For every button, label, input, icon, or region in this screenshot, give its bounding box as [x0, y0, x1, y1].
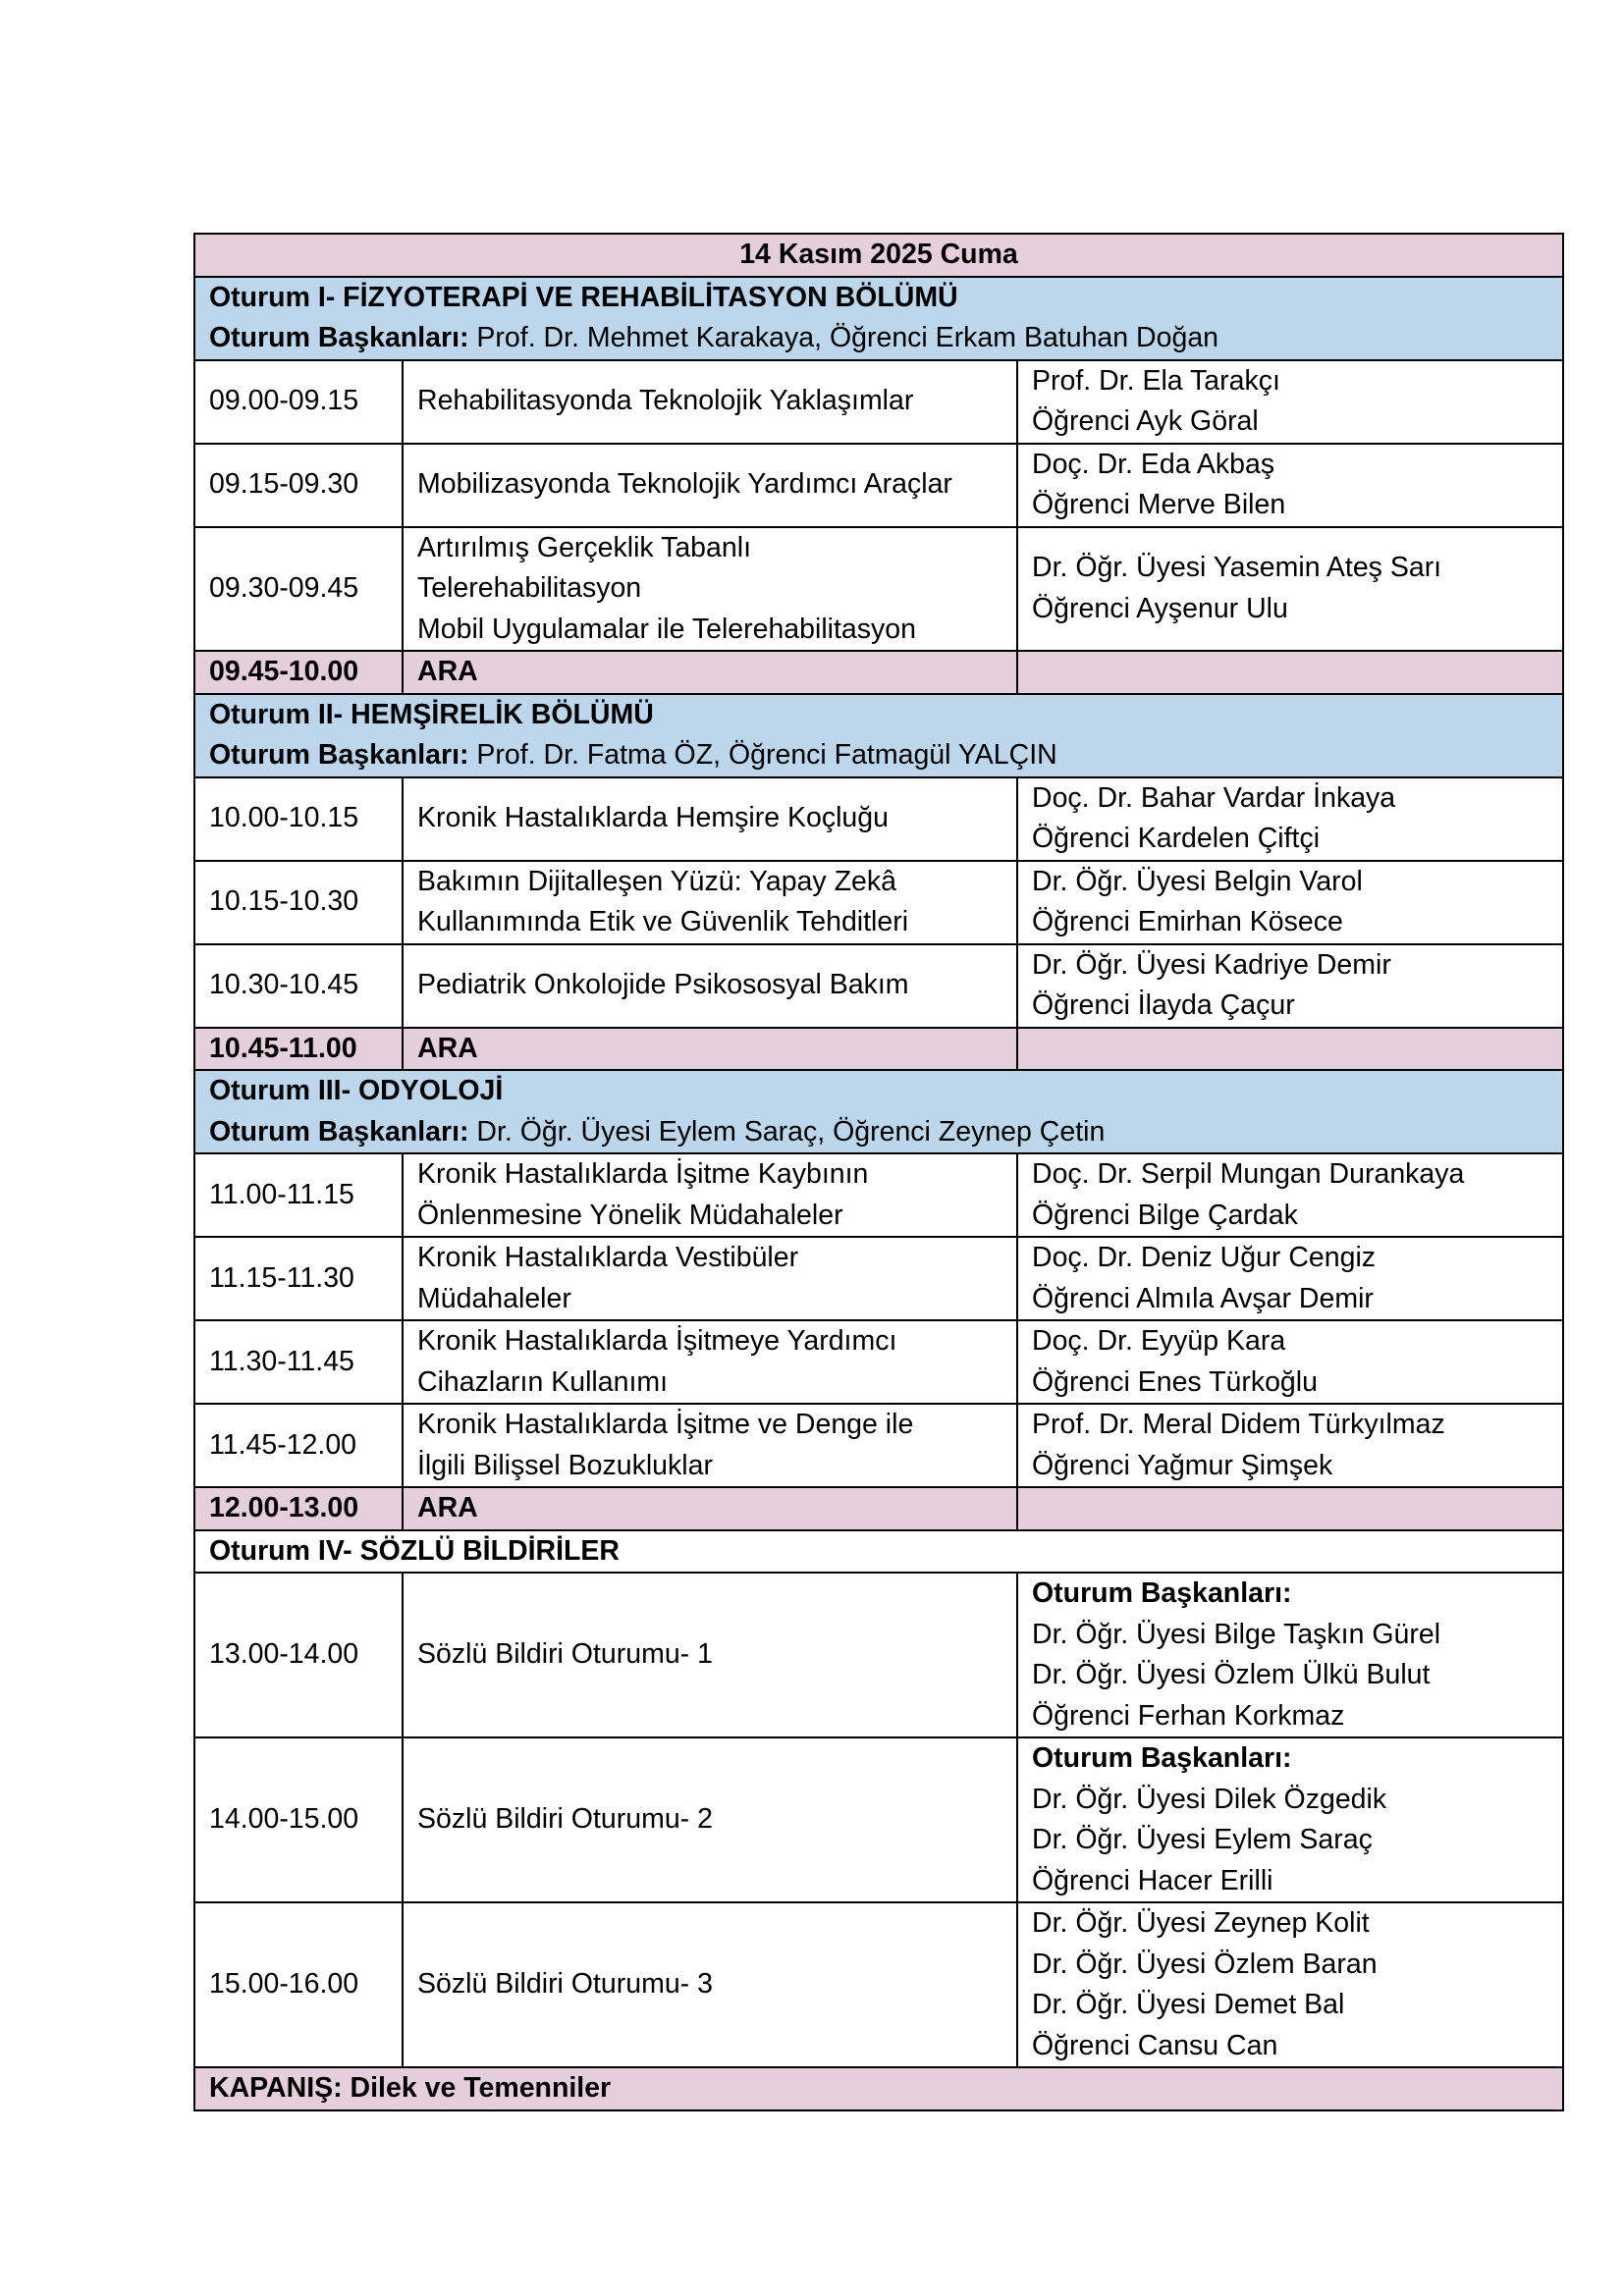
oral-speakers: Dr. Öğr. Üyesi Zeynep Kolit Dr. Öğr. Üyesi Özlem Baran Dr. Öğr. Üyesi Demet Bal Öğrenci Cansu Can [1017, 1902, 1563, 2067]
program-table [193, 233, 1564, 2111]
oral-row [194, 1737, 1563, 1902]
talk-speakers: Prof. Dr. Ela Tarakçı Öğrenci Ayk Göral [1017, 360, 1563, 444]
talk-row [194, 527, 1563, 652]
talk-row [194, 444, 1563, 527]
break-empty-cell [1017, 651, 1563, 694]
talk-time: 09.00-09.15 [194, 360, 403, 444]
talk-time: 11.45-12.00 [194, 1404, 403, 1487]
oral-row [194, 1573, 1563, 1737]
talk-speakers: Prof. Dr. Meral Didem Türkyılmaz Öğrenci Yağmur Şimşek [1017, 1404, 1563, 1487]
session-title: Oturum III- ODYOLOJİ [209, 1075, 504, 1106]
session-chairs: Dr. Öğr. Üyesi Eylem Saraç, Öğrenci Zeynep Çetin [476, 1115, 1106, 1148]
closing-row [194, 2067, 1563, 2110]
break-label: ARA [403, 1487, 1017, 1530]
talk-time: 09.15-09.30 [194, 444, 403, 527]
talk-time: 10.00-10.15 [194, 777, 403, 861]
talk-speakers: Dr. Öğr. Üyesi Belgin Varol Öğrenci Emirhan Kösece [1017, 861, 1563, 944]
oral-time: 14.00-15.00 [194, 1737, 403, 1902]
oral-speakers: Oturum Başkanları: Dr. Öğr. Üyesi Dilek Özgedik Dr. Öğr. Üyesi Eylem Saraç Öğrenci Hacer Erilli [1017, 1737, 1563, 1902]
oral-speakers: Oturum Başkanları: Dr. Öğr. Üyesi Bilge Taşkın Gürel Dr. Öğr. Üyesi Özlem Ülkü Bulut Öğrenci Ferhan Korkmaz [1017, 1573, 1563, 1737]
talk-time: 11.15-11.30 [194, 1237, 403, 1320]
break-time: 12.00-13.00 [194, 1487, 403, 1530]
session-header [194, 694, 1563, 777]
break-time: 10.45-11.00 [194, 1028, 403, 1071]
talk-topic: Artırılmış Gerçeklik Tabanlı Telerehabilitasyon Mobil Uygulamalar ile Telerehabilitasyon [403, 527, 1017, 652]
talk-row [194, 1237, 1563, 1320]
talk-topic: Mobilizasyonda Teknolojik Yardımcı Araçlar [403, 444, 1017, 527]
day-title-row [194, 234, 1563, 277]
session-chairs: Prof. Dr. Fatma ÖZ, Öğrenci Fatmagül YALÇIN [476, 739, 1057, 771]
oral-row [194, 1902, 1563, 2067]
break-row [194, 1487, 1563, 1530]
talk-time: 10.30-10.45 [194, 944, 403, 1028]
chairs-label: Oturum Başkanları: [209, 1115, 469, 1148]
talk-topic: Kronik Hastalıklarda İşitme ve Denge ile İlgili Bilişsel Bozukluklar [403, 1404, 1017, 1487]
talk-speakers: Doç. Dr. Eyyüp Kara Öğrenci Enes Türkoğlu [1017, 1320, 1563, 1404]
chairs-label: Oturum Başkanları: [209, 322, 469, 353]
oral-chairs-label: Oturum Başkanları: [1032, 1742, 1292, 1774]
oral-session-title: Oturum IV- SÖZLÜ BİLDİRİLER [194, 1530, 1563, 1574]
break-empty-cell [1017, 1028, 1563, 1071]
oral-chairs-label: Oturum Başkanları: [1032, 1577, 1292, 1609]
oral-session-header [194, 1530, 1563, 1574]
talk-topic: Bakımın Dijitalleşen Yüzü: Yapay Zekâ Kullanımında Etik ve Güvenlik Tehditleri [403, 861, 1017, 944]
break-row [194, 1028, 1563, 1071]
talk-time: 11.00-11.15 [194, 1153, 403, 1237]
talk-topic: Kronik Hastalıklarda İşitme Kaybının Önlenmesine Yönelik Müdahaleler [403, 1153, 1017, 1237]
session-title: Oturum II- HEMŞİRELİK BÖLÜMÜ [209, 698, 654, 730]
talk-topic: Rehabilitasyonda Teknolojik Yaklaşımlar [403, 360, 1017, 444]
talk-speakers: Dr. Öğr. Üyesi Yasemin Ateş Sarı Öğrenci Ayşenur Ulu [1017, 527, 1563, 652]
talk-topic: Kronik Hastalıklarda İşitmeye Yardımcı Cihazların Kullanımı [403, 1320, 1017, 1404]
oral-time: 15.00-16.00 [194, 1902, 403, 2067]
talk-speakers: Doç. Dr. Eda Akbaş Öğrenci Merve Bilen [1017, 444, 1563, 527]
talk-row [194, 1404, 1563, 1487]
talk-speakers: Dr. Öğr. Üyesi Kadriye Demir Öğrenci İlayda Çaçur [1017, 944, 1563, 1028]
closing-text: KAPANIŞ: Dilek ve Temenniler [194, 2067, 1563, 2110]
talk-time: 10.15-10.30 [194, 861, 403, 944]
session-chairs: Prof. Dr. Mehmet Karakaya, Öğrenci Erkam Batuhan Doğan [476, 322, 1219, 353]
break-time: 09.45-10.00 [194, 651, 403, 694]
program-page [193, 233, 1562, 2111]
talk-topic: Kronik Hastalıklarda Hemşire Koçluğu [403, 777, 1017, 861]
break-row [194, 651, 1563, 694]
talk-row [194, 861, 1563, 944]
oral-time: 13.00-14.00 [194, 1573, 403, 1737]
break-label: ARA [403, 651, 1017, 694]
talk-speakers: Doç. Dr. Bahar Vardar İnkaya Öğrenci Kardelen Çiftçi [1017, 777, 1563, 861]
oral-topic: Sözlü Bildiri Oturumu- 2 [403, 1737, 1017, 1902]
break-label: ARA [403, 1028, 1017, 1071]
talk-speakers: Doç. Dr. Deniz Uğur Cengiz Öğrenci Almıla Avşar Demir [1017, 1237, 1563, 1320]
talk-topic: Pediatrik Onkolojide Psikososyal Bakım [403, 944, 1017, 1028]
talk-speakers: Doç. Dr. Serpil Mungan Durankaya Öğrenci Bilge Çardak [1017, 1153, 1563, 1237]
session-header [194, 277, 1563, 360]
session-title: Oturum I- FİZYOTERAPİ VE REHABİLİTASYON BÖLÜMÜ [209, 281, 958, 313]
session-header [194, 1070, 1563, 1153]
talk-row [194, 1320, 1563, 1404]
break-empty-cell [1017, 1487, 1563, 1530]
chairs-label: Oturum Başkanları: [209, 739, 469, 771]
talk-row [194, 1153, 1563, 1237]
talk-row [194, 777, 1563, 861]
oral-topic: Sözlü Bildiri Oturumu- 1 [403, 1573, 1017, 1737]
talk-row [194, 944, 1563, 1028]
talk-time: 09.30-09.45 [194, 527, 403, 652]
oral-topic: Sözlü Bildiri Oturumu- 3 [403, 1902, 1017, 2067]
talk-row [194, 360, 1563, 444]
talk-time: 11.30-11.45 [194, 1320, 403, 1404]
day-title: 14 Kasım 2025 Cuma [194, 234, 1563, 277]
talk-topic: Kronik Hastalıklarda Vestibüler Müdahaleler [403, 1237, 1017, 1320]
